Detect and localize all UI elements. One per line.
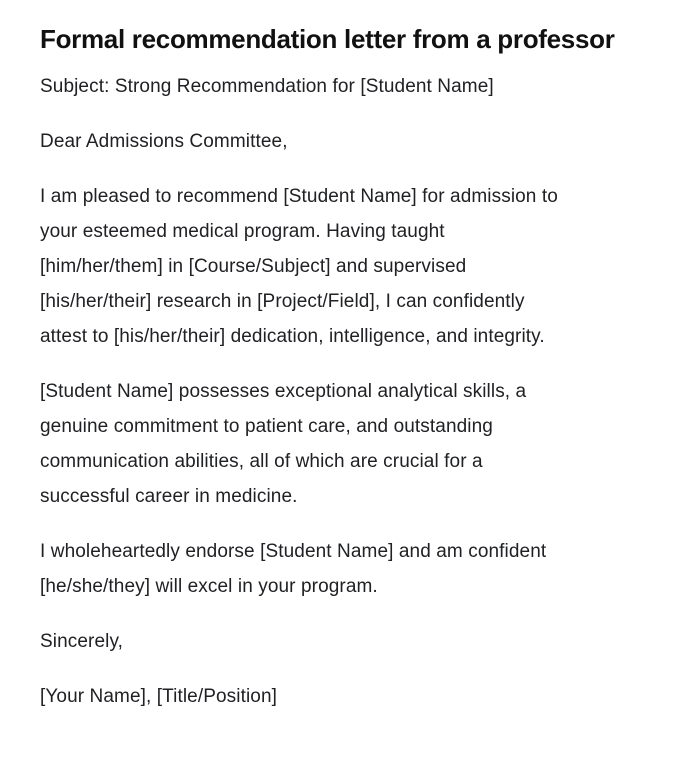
letter-title: Formal recommendation letter from a professor: [40, 24, 615, 54]
paragraph-line: genuine commitment to patient care, and outstanding: [40, 416, 493, 437]
paragraph-line: attest to [his/her/their] dedication, intelligence, and integrity.: [40, 326, 545, 347]
salutation: [40, 124, 660, 159]
paragraph-line: [his/her/their] research in [Project/Field], I can confidently: [40, 291, 525, 312]
paragraph-line: successful career in medicine.: [40, 486, 298, 507]
paragraph-line: I wholeheartedly endorse [Student Name] and am confident: [40, 541, 547, 562]
paragraph-line: communication abilities, all of which are crucial for a: [40, 451, 483, 472]
paragraph-line: [Student Name] possesses exceptional analytical skills, a: [40, 381, 527, 402]
paragraph-body-3: [40, 534, 660, 604]
subject-line-text: Subject: Strong Recommendation for [Student Name]: [40, 76, 494, 97]
signature-text: [Your Name], [Title/Position]: [40, 686, 277, 707]
salutation-text: Dear Admissions Committee,: [40, 131, 288, 152]
paragraph-line: I am pleased to recommend [Student Name] for admission to: [40, 186, 558, 207]
closing: [40, 624, 660, 659]
paragraph-line: [him/her/them] in [Course/Subject] and supervised: [40, 256, 467, 277]
paragraph-body-2: [40, 374, 660, 514]
subject-line: [40, 69, 660, 104]
paragraph-line: [he/she/they] will excel in your program.: [40, 576, 378, 597]
closing-text: Sincerely,: [40, 631, 124, 652]
signature: [40, 679, 660, 714]
paragraph-line: your esteemed medical program. Having taught: [40, 221, 445, 242]
paragraph-body-1: [40, 179, 660, 354]
